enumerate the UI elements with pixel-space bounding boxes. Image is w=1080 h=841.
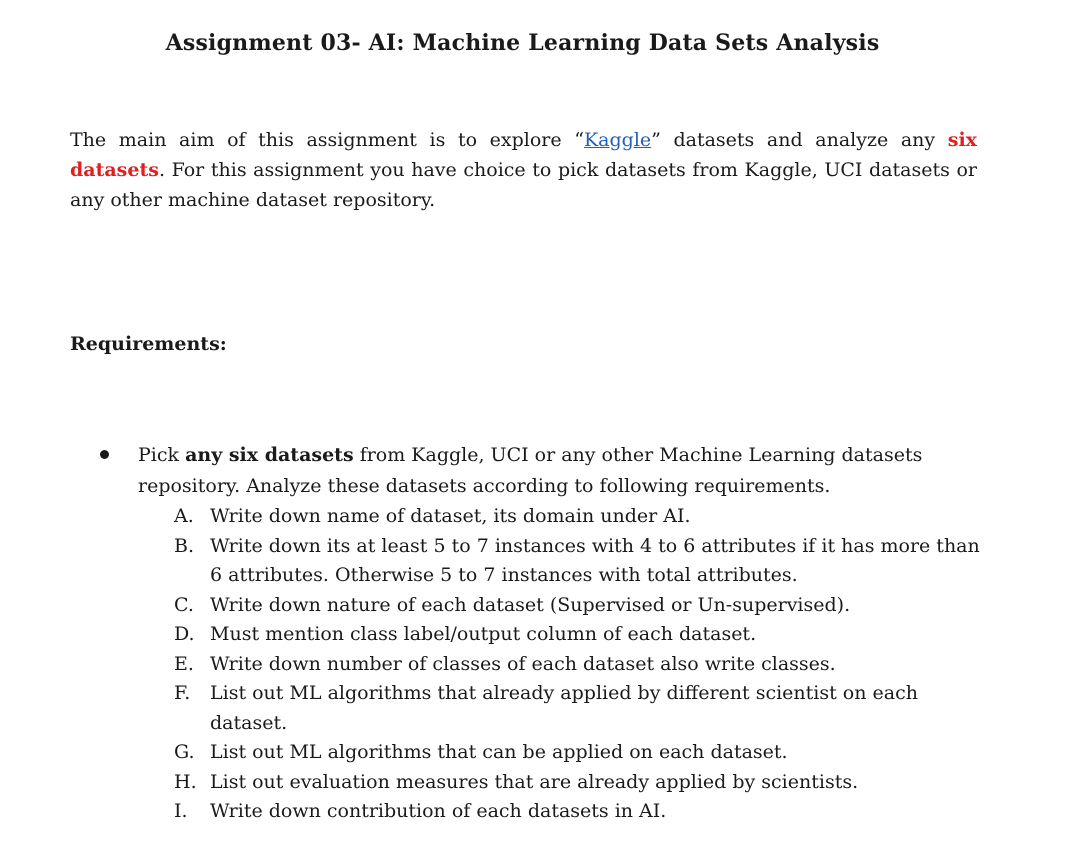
list-marker: D. xyxy=(174,623,195,645)
list-item-text: List out ML algorithms that already applied by different scientist on each dataset. xyxy=(210,682,918,734)
list-item xyxy=(174,620,980,650)
list-item-text: Write down contribution of each datasets in AI. xyxy=(210,800,667,822)
list-marker: I. xyxy=(174,800,188,822)
list-item-text: List out ML algorithms that can be applied on each dataset. xyxy=(210,741,788,763)
list-marker: E. xyxy=(174,652,194,675)
intro-text-1: The main aim of this assignment is to explore “ xyxy=(70,129,584,151)
list-item xyxy=(174,768,980,798)
list-item-text: Write down name of dataset, its domain under AI. xyxy=(210,505,691,527)
requirements-heading: Requirements: xyxy=(70,333,227,355)
intro-text-2: ” datasets and analyze any xyxy=(651,129,948,151)
requirements-list xyxy=(174,502,980,827)
bullet-text-pre: Pick xyxy=(138,444,186,466)
kaggle-link[interactable]: Kaggle xyxy=(583,129,652,151)
bullet-dot-icon xyxy=(100,450,109,459)
list-item xyxy=(174,502,980,532)
list-marker: H. xyxy=(174,770,197,793)
list-item xyxy=(174,591,980,621)
six-datasets-highlight: six datasets xyxy=(70,129,977,181)
list-marker: C. xyxy=(174,593,194,616)
list-item xyxy=(174,650,980,680)
list-marker: F. xyxy=(174,682,191,704)
list-item xyxy=(174,679,980,738)
list-marker: B. xyxy=(174,534,195,557)
bullet-text-post: from Kaggle, UCI or any other Machine Learning datasets repository. Analyze these datasets according to following requirements. xyxy=(138,444,923,497)
bullet-text-bold: any six datasets xyxy=(185,444,354,466)
bullet-text xyxy=(138,440,980,502)
list-item-text: Write down its at least 5 to 7 instances with 4 to 6 attributes if it has more than 6 attributes. Otherwise 5 to 7 instances with total attributes. xyxy=(210,534,980,586)
list-marker: G. xyxy=(174,741,195,763)
list-marker: A. xyxy=(174,505,194,527)
page-title: Assignment 03- AI: Machine Learning Data Sets Analysis xyxy=(165,30,880,56)
list-item-text: List out evaluation measures that are already applied by scientists. xyxy=(210,770,859,793)
list-item xyxy=(174,797,980,827)
list-item-text: Must mention class label/output column of each dataset. xyxy=(210,623,757,645)
intro-paragraph xyxy=(70,125,977,215)
list-item-text: Write down nature of each dataset (Supervised or Un-supervised). xyxy=(210,593,851,616)
list-item xyxy=(174,738,980,768)
intro-text-3: . For this assignment you have choice to pick datasets from Kaggle, UCI datasets or any other machine dataset repository. xyxy=(70,159,977,211)
list-item xyxy=(174,532,980,591)
requirements-bullet xyxy=(100,440,980,827)
list-item-text: Write down number of classes of each dataset also write classes. xyxy=(210,652,836,675)
